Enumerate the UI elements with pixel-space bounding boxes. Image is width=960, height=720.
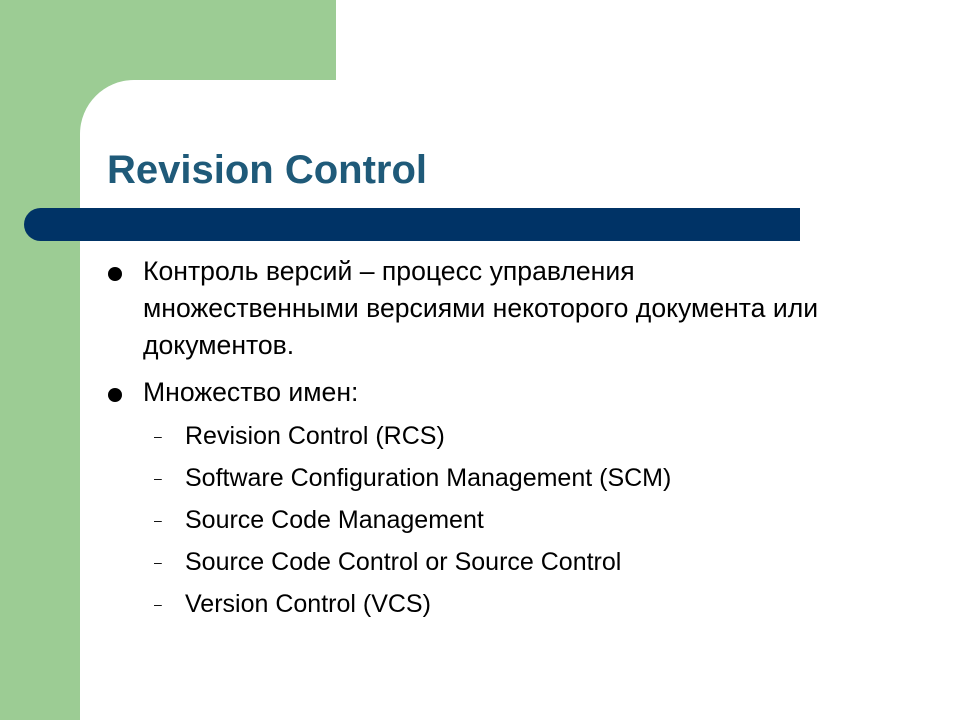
dash-marker-icon: – — [154, 596, 162, 612]
bullet-list — [106, 253, 846, 625]
dash-marker-icon: – — [154, 428, 162, 444]
bullet-item — [106, 253, 846, 364]
sub-bullet-item — [106, 415, 846, 457]
sub-bullet-text: Source Code Control or Source Control — [185, 548, 622, 576]
dash-marker-icon: – — [154, 512, 162, 528]
bullet-dot-icon — [108, 388, 122, 402]
sub-bullet-item — [106, 499, 846, 541]
sub-bullet-text: Source Code Management — [185, 506, 484, 534]
sub-bullet-item — [106, 583, 846, 625]
sub-bullet-list — [143, 415, 846, 625]
sub-bullet-text: Version Control (VCS) — [185, 590, 431, 618]
bullet-text: Множество имен: — [143, 377, 359, 407]
sub-bullet-text: Software Configuration Management (SCM) — [185, 464, 672, 492]
title-underline-bar — [24, 208, 800, 241]
sub-bullet-text: Revision Control (RCS) — [185, 422, 445, 450]
slide-title: Revision Control — [107, 148, 428, 192]
bullet-dot-icon — [108, 267, 122, 281]
dash-marker-icon: – — [154, 470, 162, 486]
dash-marker-icon: – — [154, 554, 162, 570]
bullet-item — [106, 374, 846, 625]
sub-bullet-item — [106, 541, 846, 583]
bullet-text: Контроль версий – процесс управления множественными версиями некоторого документа или документов. — [143, 256, 819, 360]
sub-bullet-item — [106, 457, 846, 499]
